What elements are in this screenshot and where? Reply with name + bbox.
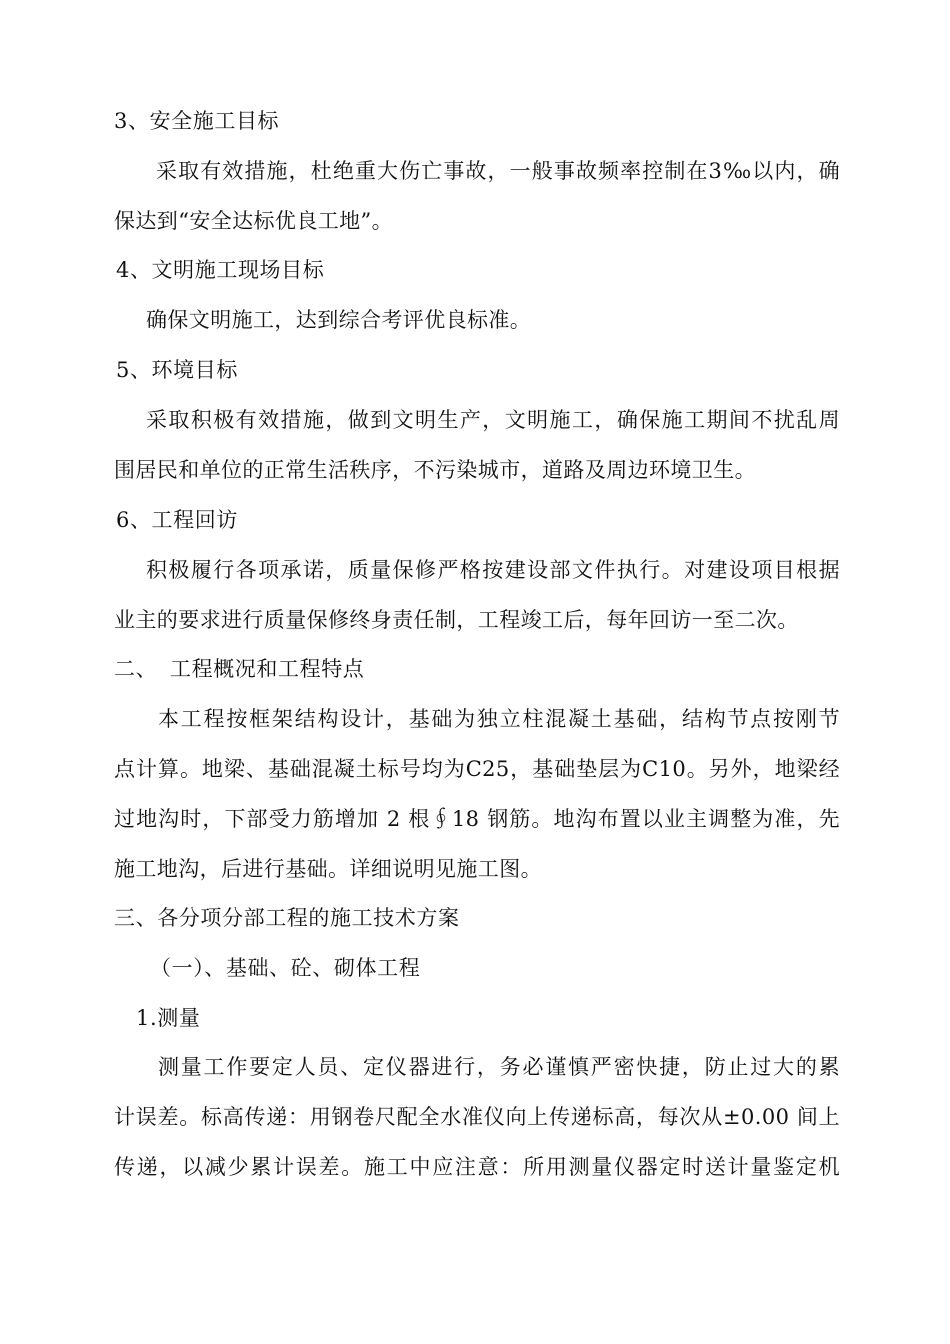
paragraph-line: 围居民和单位的正常生活秩序，不污染城市，道路及周边环境卫生。 (114, 458, 756, 482)
heading-number: 二、 (114, 657, 158, 681)
heading-foundation-works: （一）、基础、砼、砌体工程 (150, 956, 421, 980)
paragraph-line: 过地沟时，下部受力筋增加 2 根∮18 钢筋。地沟布置以业主调整为准，先 (114, 807, 840, 831)
heading-civilized-site-goal: 4、文明施工现场目标 (116, 258, 325, 282)
paragraph-line: 保达到“安全达标优良工地”。 (114, 209, 394, 233)
paragraph-line: 采取积极有效措施，做到文明生产，文明施工，确保施工期间不扰乱周 (146, 408, 840, 432)
paragraph-line: 计误差。标高传递：用钢卷尺配全水准仪向上传递标高，每次从±0.00 间上 (114, 1105, 840, 1129)
heading-project-overview: 工程概况和工程特点 (170, 657, 365, 681)
heading-environment-goal: 5、环境目标 (116, 358, 238, 382)
heading-project-revisit: 6、工程回访 (116, 508, 238, 532)
paragraph-line: 点计算。地梁、基础混凝土标号均为C25，基础垫层为C10。另外，地梁经 (114, 757, 840, 781)
paragraph-line: 传递，以减少累计误差。施工中应注意：所用测量仪器定时送计量鉴定机 (114, 1155, 840, 1179)
heading-safety-goal: 3、安全施工目标 (114, 109, 280, 133)
paragraph-line: 积极履行各项承诺，质量保修严格按建设部文件执行。对建设项目根据 (146, 558, 840, 582)
paragraph-line: 本工程按框架结构设计，基础为独立柱混凝土基础，结构节点按刚节 (158, 707, 840, 731)
paragraph-line: 测量工作要定人员、定仪器进行，务必谨慎严密快捷，防止过大的累 (158, 1055, 840, 1079)
paragraph-line: 采取有效措施，杜绝重大伤亡事故，一般事故频率控制在3‰以内，确 (156, 159, 840, 183)
paragraph-line: 业主的要求进行质量保修终身责任制，工程竣工后，每年回访一至二次。 (114, 608, 799, 632)
heading-survey: 1.测量 (136, 1006, 201, 1030)
paragraph-line: 确保文明施工，达到综合考评优良标准。 (146, 308, 532, 332)
paragraph-line: 施工地沟，后进行基础。详细说明见施工图。 (114, 857, 542, 881)
heading-technical-plan: 三、各分项分部工程的施工技术方案 (114, 906, 460, 930)
